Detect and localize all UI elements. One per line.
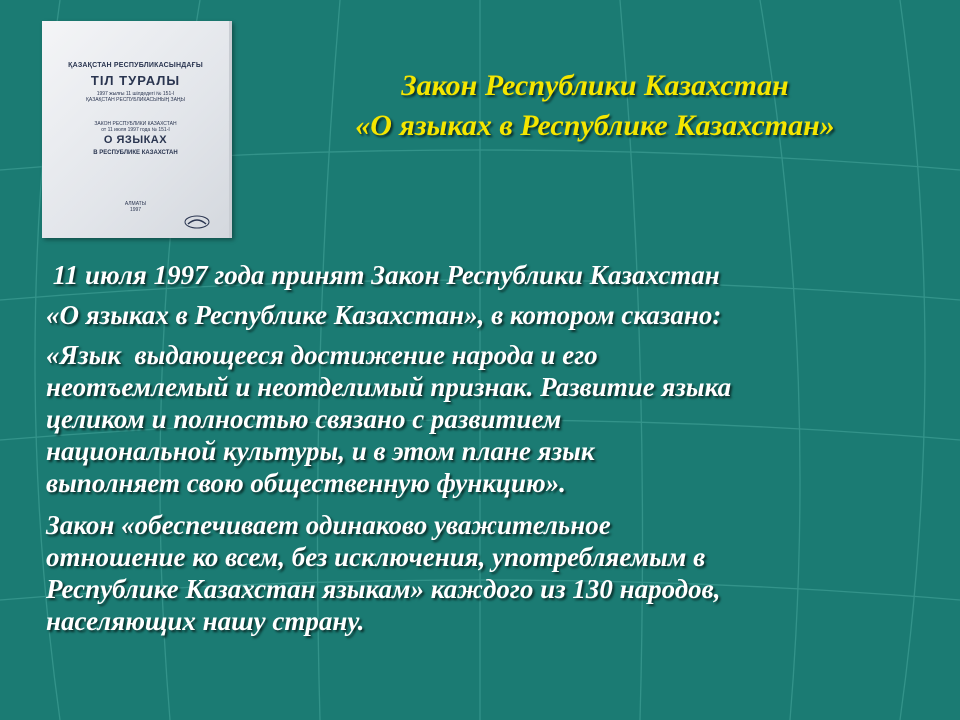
text-line: Закон «обеспечивает одинаково уважительное xyxy=(46,510,611,540)
publisher-logo-icon xyxy=(184,215,210,229)
book-cover-title-ru: О ЯЗЫКАХ xyxy=(103,134,168,146)
book-cover-line: ҚАЗАҚСТАН РЕСПУБЛИКАСЫНДАҒЫ xyxy=(68,62,203,69)
slide-title-line: Закон Республики Казахстан xyxy=(401,69,789,102)
slide-body xyxy=(46,255,946,637)
text-line: целиком и полностью связано с развитием xyxy=(46,404,562,434)
slide-title xyxy=(245,66,945,146)
book-cover-subtitle-kz: 1997 жылғы 11 шілдедегі № 151-І ҚАЗАҚСТАН РЕСПУБЛИКАСЫНЫҢ ЗАҢЫ xyxy=(86,91,185,103)
text-line: «Язык выдающееся достижение народа и его xyxy=(46,340,598,370)
paragraph-quote xyxy=(46,339,946,499)
book-cover-title-kz: ТІЛ ТУРАЛЫ xyxy=(90,73,181,88)
paragraph-intro xyxy=(46,255,946,335)
text-line: неотъемлемый и неотделимый признак. Развитие языка xyxy=(46,372,732,402)
book-cover-subtitle-ru: ЗАКОН РЕСПУБЛИКИ КАЗАХСТАН от 11 июля 1997 года № 151-І xyxy=(94,121,177,133)
text-line: населяющих нашу страну. xyxy=(46,606,365,636)
text-line: Республике Казахстан языкам» каждого из 130 народов, xyxy=(46,574,721,604)
law-book-cover xyxy=(42,21,232,238)
text-line: выполняет свою общественную функцию». xyxy=(46,468,566,498)
text-line: «О языках в Республике Казахстан», в котором сказано: xyxy=(46,300,722,330)
text-line: национальной культуры, и в этом плане язык xyxy=(46,436,595,466)
text-line: отношение ко всем, без исключения, употребляемым в xyxy=(46,542,706,572)
text-line: 11 июля 1997 года принят Закон Республики Казахстан xyxy=(46,260,720,290)
paragraph-law xyxy=(46,509,946,637)
book-cover-imprint: АЛМАТЫ 1997 xyxy=(124,201,147,213)
slide-title-line: «О языках в Республике Казахстан» xyxy=(355,109,835,142)
book-cover-line: В РЕСПУБЛИКЕ КАЗАХСТАН xyxy=(93,150,178,156)
